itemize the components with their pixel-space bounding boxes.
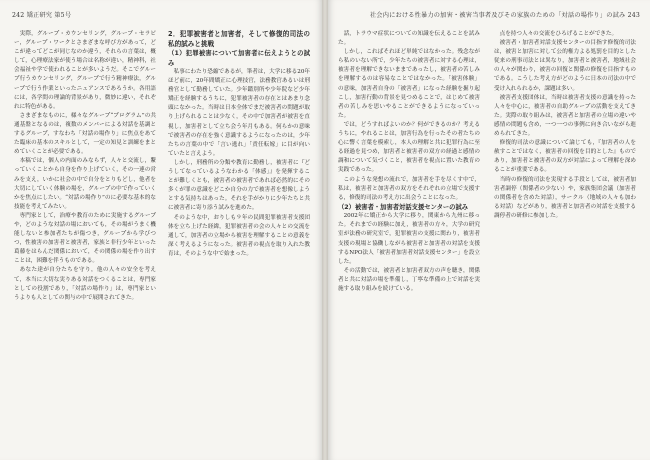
- body-paragraph: 点を持つ人々の交流をひろげることができた。: [499, 31, 618, 37]
- subsection-heading: （1）犯罪被害について加害者に伝えようとの試み: [168, 50, 310, 67]
- body-paragraph: しかし，刑務所の分類や教育に勤務し，被害者に『どうしてなっているようなわかる「体感」』を発揮することが難しくとも，被害者の被害者であれば必然的にその多くが罪の意識をどこか自分の力で被害者を想像しようとする気持ちはあった。それを手がかりに少年たちと共に被害者に寄り添う試みを進めた。: [168, 159, 310, 212]
- body-paragraph: では，どうすればよいのか？何ができるのか？考えるうちに，やれることは，加害行為を行ったその者たちの心に響く言葉を模索し，本人の理解と共に犯罪行為に至る経過を見つめ，加害者と被害者の双方の経過と感情の調和について気づくこと，被害者を視点に置いた教育の実践であった。: [338, 121, 480, 174]
- body-paragraph: 2002年に矯正から大学に移り，関東から九州に移った。それまでの経験に加え，被害者の方々，大学の研究室が法務の研究室で，犯罪被害の支援に関わり，被害者支援の現場と協働しながら被害者と加害者の対話を支援するNPO法人「被害者加害者対話支援センター」を設立した。: [338, 213, 480, 265]
- body-paragraph: 修復的司法の意識について論じても，『加害者の人を赦すことではなく，被害者の回復を目的とした』ものであり，加害者と被害者の双方が対話によって理解を深めることが重要である。: [494, 140, 636, 174]
- body-paragraph: 私事にわたり恐縮であるが，筆者は，大学に移る20年ほど前に，20年間矯正に心理技官，法務教官あるいは刑務官として勤務していた。少年鑑別所や少年院など少年矯正を経験するうちに，犯罪被害者の存在とはあまり念頭になかった。当時は日本全体でまだ被害者の問題が取り上げられることは少なく，その中で加害者が被害を直視し，加害者として立ち会う年月もある。何らかの意味で被害者の存在を強く意識するようになったのは，少年たちの言葉の中で「言い逃れ」「責任転嫁」に目が向いていたと言えよう。: [168, 69, 310, 157]
- body-paragraph: しかし，こればそれほど単純ではなかった。残念ながら私のいない所で，少年たちの被害者に対する心理は，被害者を理解できないままであったし，被害者の苦しみを理解するのは容易なことではなかった。「被害体験」の意味，加害者自身の「被害者」になった経験を掘り起こし，加害行動の背景を見つめることで，はじめて被害者の苦しみを思いやることができるようになっていった。: [338, 49, 480, 119]
- body-paragraph: 話，トラウマ症状についての知識を伝えることを試みた。: [338, 31, 480, 47]
- left-column-2: [168, 30, 310, 259]
- right-column-1: [338, 30, 480, 294]
- body-paragraph: そのような中，おりしも９年の民間犯罪被害者支援団体を立ち上げた経緯，犯罪被害者の会の人々との交流を通して，加害者の立場から被害を理解することの意義を深く考えるようになった。被害者の視点を取り入れた教育は，そのような中で始まった。: [168, 214, 310, 257]
- section-heading: 2．犯罪被害者と加害者，そして修復的司法の私的試みと挑戦: [168, 30, 310, 48]
- right-page: [328, 0, 650, 460]
- subsection-heading: （2）被害者・加害者対話支援センターの試み: [338, 203, 469, 211]
- body-paragraph: 本稿では，個人の内面のみならず，人々と交流し，繋っていくことから自身を作り上げていく，その一連の営みを支え，いかに社会の中で自分をとりもどし，他者を大切にしていく体験の場を，グループの中で作っていくかを焦点にしたい。“対話の場作り”のに必要な基本的な技能を考えてみたい。: [14, 158, 156, 210]
- body-paragraph: あなた達が自分たちを守り，他の人々の安全を考えて，本当に大切な実りある対話をつくることは，専門家としての役割であり，「対話の場作り」は，専門家というよりも人としての関与の中で展開されてきた。: [14, 267, 156, 301]
- right-column-2: [494, 30, 636, 221]
- left-page: [0, 0, 322, 460]
- body-paragraph: 被害者・加害者対話支援センターの目指す修復的司法は，被害と加害に対して公的権力よる処罰を目的とした従来の刑事司法とは異なり，加害者と被害者，地域社会の人々が関わり，被害の回復と関係の修復を目指すものである。こうした考え方がどのように日本の司法の中で受け入れられるか，課題は多い。: [494, 40, 636, 92]
- body-paragraph: 専門家として，治療や教育のために実施するグループや，どのような対話の場においても，その場がうまく機能しないと参加者たちが傷つき，グループから学びつつ，性被害の加害者と被害者，家族と非行少年といった葛藤をはらんだ関係において，その関係の場を作り出すことは，困難を伴うものである。: [14, 212, 156, 265]
- left-column-1: [14, 30, 156, 303]
- body-paragraph: 実際，グループ・カウンセリング，グループ・セラピー，グループ・ワークとさまざまな呼び方があって，どこが違ってどこが同じなのか違う，それらの言葉は，概して，心理療法家が使う場合は名称が違い，精神科，社会福祉や学で使われることが多いようだ。そこでグループ行うカウンセリング，グループで行う精神療法，グループで行う作業といったニュアンスであろうか。各用語には，各学問の理論的背景があり，微妙に違い，それぞれに特色がある。: [14, 31, 156, 110]
- body-paragraph: その活動では，被害者と加害者双方の声を聴き，関係者と共に対話の場を準備し，丁寧な準備の上で対話を実施する取り組みを続けている。: [338, 267, 480, 293]
- body-paragraph: 被害者支援団体は，当時は被害者支援の意識を持った人々を中心に，被害者の自助グループの活動を支えてきた。実際の取り組みは，被害者と加害者の立場の違いや感情の問題も含め，一つ一つの事例に向き合いながら進められてきた。: [494, 94, 636, 138]
- body-paragraph: 当時の修復的司法を実現する手段としては，被害者加害者調停（関係者の少ない）や，家族集団会議（加害者の関係者を含めた対話），サークル（地域の人々も加わる対話）などがあり，被害者と加害者の対話を支援する調停者の研修に参加した。: [494, 176, 636, 219]
- right-running-header: 社会内における性暴力の加害・被害当事者及びその家族のための「対話の場作り」の試み 243: [369, 12, 640, 19]
- body-paragraph: さまざまなものに，様々なグループ“プログラム”の共通基盤となるのは，複数のメンバーによる対話を基調とするグループ，すなわち「対話の場作り」に焦点をあてた臨床の基本のスキルとして，一定の知見と訓練をまとめていくことが必要である。: [14, 112, 156, 156]
- body-paragraph: このような発想の流れで，加害者を手を尽くす中で，私は，被害者と加害者の双方をそれぞれの立場で支援する，修復的司法の考え方に出会うことになった。: [338, 176, 480, 201]
- left-running-header: 242 矯正研究 第5号: [12, 12, 72, 19]
